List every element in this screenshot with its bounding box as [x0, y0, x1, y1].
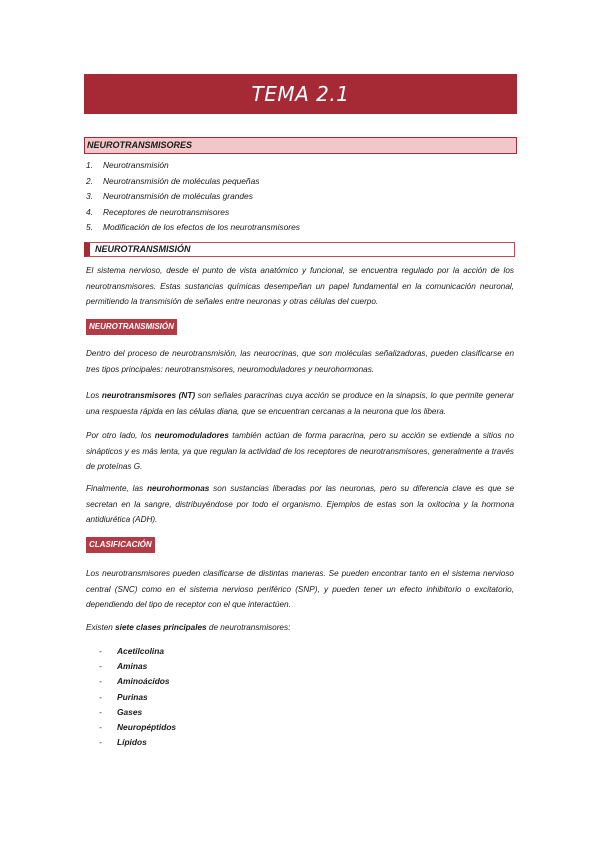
siete-clases-paragraph: Existen siete clases principales de neurotransmisores:	[86, 623, 291, 632]
toc-number: 3.	[86, 191, 93, 201]
main-heading: NEUROTRANSMISORES	[84, 137, 517, 154]
section-heading: NEUROTRANSMISIÓN	[84, 242, 515, 257]
bullet-dash: -	[99, 706, 102, 717]
list-item: - Acetilcolina	[99, 644, 176, 659]
toc-text: Neurotransmisión	[103, 160, 169, 170]
toc-number: 4.	[86, 206, 93, 217]
neurocrinas-paragraph: Dentro del proceso de neurotransmisión, las neurocrinas, que son moléculas señalizadoras, pueden clasificarse en tres tipos principales: neurotransmisores, neuromoduladores y neurohormonas.	[86, 349, 514, 374]
term-neuromoduladores: neuromoduladores	[154, 431, 229, 440]
bullet-dash: -	[99, 646, 102, 656]
list-item: - Purinas	[99, 690, 176, 705]
toc-number: 2.	[86, 175, 93, 186]
neuromoduladores-paragraph: Por otro lado, los neuromoduladores también actúan de forma paracrina, pero su acción se extiende a sitios no sinápticos y es más lenta, ya que regulan la actividad de los receptores de neurotransmisores, generalmente a través de proteínas G.	[86, 431, 514, 471]
bullet-dash: -	[99, 721, 102, 732]
document-title: TEMA 2.1	[84, 74, 517, 114]
toc-item	[86, 205, 300, 221]
toc-text: Neurotransmisión de moléculas grandes	[103, 191, 253, 201]
toc-item	[86, 158, 300, 174]
toc-text: Modificación de los efectos de los neurotransmisores	[103, 222, 300, 232]
bullet-dash: -	[99, 691, 102, 702]
toc-item	[86, 220, 300, 236]
clasificacion-paragraph: Los neurotransmisores pueden clasificarse de distintas maneras. Se pueden encontrar tanto en el sistema nervioso central (SNC) como en el sistema nervioso periférico (SNP), y pueden tener un efecto inhibitorio o excitatorio, dependiendo del tipo de receptor con el que interactúen.	[86, 569, 514, 609]
bullet-dash: -	[99, 737, 102, 748]
subsection-label-clasificacion: CLASIFICACIÓN	[86, 537, 155, 553]
subsection-label-neurotransmision: NEUROTRANSMISIÓN	[86, 319, 177, 335]
list-item: - Neuropéptidos	[99, 720, 176, 735]
toc-item	[86, 189, 300, 205]
neurohormonas-paragraph: Finalmente, las neurohormonas son sustancias liberadas por las neuronas, pero su diferencia clave es que se secretan en la sangre, distribuyéndose por todo el organismo. Ejemplos de estas son la oxitocina y la hormona antidiurética (ADH).	[86, 484, 515, 524]
list-item: - Gases	[99, 705, 176, 720]
toc-number: 5.	[86, 222, 93, 232]
toc-number: 1.	[86, 160, 93, 170]
neurotransmitter-classes-list	[99, 644, 176, 750]
bullet-dash: -	[99, 661, 102, 672]
list-item: - Lípidos	[99, 735, 176, 750]
neurotransmisores-paragraph: Los neurotransmisores (NT) son señales paracrinas cuya acción se produce en la sinapsis, lo que permite generar una respuesta rápida en las células diana, que se encuentran cercanas a la neurona que los libera.	[86, 391, 514, 416]
list-item: - Aminas	[99, 659, 176, 674]
term-siete-clases: siete clases principales	[115, 623, 207, 632]
toc-text: Receptores de neurotransmisores	[103, 206, 230, 217]
term-neurohormonas: neurohormonas	[146, 484, 210, 493]
section-intro-paragraph: El sistema nervioso, desde el punto de vista anatómico y funcional, se encuentra regulado por la acción de los neurotransmisores. Estas sustancias químicas desempeñan un papel fundamental en la comunicación neuronal, permitiendo la transmisión de señales entre neuronas y otras células del cuerpo.	[86, 266, 514, 306]
table-of-contents	[86, 158, 300, 236]
list-item: - Aminoácidos	[99, 674, 176, 689]
bullet-dash: -	[99, 676, 102, 687]
toc-text: Neurotransmisión de moléculas pequeñas	[103, 175, 260, 186]
term-neurotransmisores: neurotransmisores (NT)	[101, 391, 196, 400]
toc-item	[86, 174, 300, 190]
